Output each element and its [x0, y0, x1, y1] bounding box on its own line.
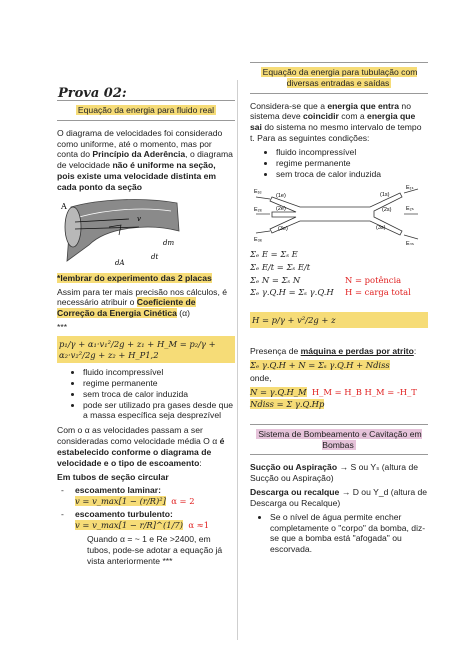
- list-item: • sem troca de calor induzida: [83, 389, 235, 400]
- fig-label-e1e: E₁ₑ: [254, 189, 262, 196]
- pump-notes-list: [250, 512, 428, 555]
- fig-label-v: v: [137, 214, 141, 223]
- total-head-sum-equation: Σₑ γ.Q.H = Σₛ γ.Q.H H = carga total: [250, 287, 411, 298]
- plates-note: *lembrar do experimento das 2 placas: [57, 272, 212, 283]
- total-head-equation: H = p/γ + v²/2g + z: [250, 312, 428, 329]
- fig-label-2e: (2e): [276, 206, 286, 213]
- real-fluid-energy-equation: p₁/γ + α₁·v₁²/2g + z₁ + H_M = p₂/γ + α₂·v₂²/2g + z₂ + H_P1,2: [57, 336, 235, 363]
- suction-paragraph: Sucção ou Aspiração → S ou Yₛ (altura de Sucção ou Aspiração): [250, 462, 419, 484]
- list-item: • regime permanente: [276, 158, 428, 169]
- turbulent-item: - escoamento turbulento:: [61, 508, 173, 519]
- fig-label-e2s: E₂ₛ: [406, 206, 414, 213]
- energy-balance-paragraph: Considera-se que a energia que entra no sistema deve coincidir com a energia que sai do sistema no mesmo intervalo de tempo t. Para as seguintes condições:: [250, 100, 422, 144]
- list-item: • sem troca de calor induzida: [276, 169, 428, 180]
- list-item: • fluido incompressível: [276, 147, 428, 158]
- fig-label-dt: dt: [151, 252, 159, 261]
- discharge-paragraph: Descarga ou recalque → D ou Y_d (altura de Descarga ou Recalque): [250, 487, 428, 508]
- list-item: • regime permanente: [83, 378, 235, 389]
- list-item: • fluido incompressível: [83, 367, 235, 378]
- machine-losses-paragraph: Presença de máquina e perdas por atrito:: [250, 346, 417, 357]
- fig-label-1e: (1e): [276, 193, 286, 200]
- left-column: [57, 100, 235, 570]
- power-sum-equation: Σₑ N = Σₛ N N = potência: [250, 274, 402, 285]
- turbulent-equation: v = v_max[1 − r/R]^(1/7) α ≈1: [75, 519, 210, 530]
- fig-label-e2e: E₂ₑ: [254, 207, 262, 214]
- fig-label-dm: dm: [163, 238, 175, 247]
- column-divider: [237, 80, 238, 640]
- fig-label-a: A: [61, 201, 67, 211]
- closing-paragraph: Quando α = ~ 1 e Re >2400, em tubos, pode-se adotar a equação já vista anteriormente ***: [87, 534, 223, 566]
- list-item: • Se o nível de água permite encher completamente o "corpo" da bomba, diz-se que a bomba está "afogada" ou escorvada.: [270, 512, 428, 555]
- alpha-paragraph: Com o α as velocidades passam a ser consideradas como velocidade média O α é estabelecido conforme o diagrama de velocidade e o tipo de escoamento:: [57, 425, 225, 468]
- flow-tube-figure: [59, 197, 189, 269]
- left-conditions-list: [57, 367, 235, 421]
- fig-label-da: dA: [115, 258, 125, 267]
- circular-tubes-title: Em tubos de seção circular: [57, 471, 169, 482]
- left-section-header: Equação da energia para fluido real: [57, 100, 235, 121]
- right-conditions-list: [250, 147, 428, 179]
- onde-label: onde,: [250, 372, 272, 383]
- dissipated-power-equation: Ndiss = Σ γ.Q.Hp: [250, 399, 325, 410]
- laminar-item: - escoamento laminar:: [61, 485, 161, 496]
- coefficient-paragraph: Assim para ter mais precisão nos cálculos, é necessário atribuir o Coeficiente de Correção da Energia Cinética (α): [57, 286, 228, 319]
- energy-sum-equation: Σₑ E = Σₛ E: [250, 249, 298, 260]
- pumping-section-header: Sistema de Bombeamento e Cavitação em Bombas: [250, 424, 428, 456]
- laminar-equation: v = v_max[1 − (r/R)²] α = 2: [75, 496, 195, 507]
- stars: ***: [57, 322, 68, 333]
- fig-label-e3e: E₃ₑ: [254, 237, 262, 244]
- right-section-header: Equação da energia para tubulação com diversas entradas e saídas: [250, 62, 428, 94]
- fig-label-1s: (1s): [380, 192, 390, 199]
- page-title: Prova 02:: [58, 86, 127, 101]
- energy-rate-equation: Σₑ E/t = Σₛ E/t: [250, 262, 311, 273]
- manifold-figure: [252, 183, 422, 245]
- fig-label-2s: (2s): [382, 207, 392, 214]
- fig-label-e3s: E₃ₛ: [406, 241, 414, 246]
- fig-label-3e: (3e): [278, 226, 288, 233]
- machine-power-equation: N = γ.Q.H_M H_M = H_B H_M = -H_T: [250, 386, 417, 397]
- velocity-paragraph: O diagrama de velocidades foi considerado como uniforme, até o momento, mas por conta do Princípio da Aderência, o diagrama de velocidade não é uniforme na seção, pois existe uma velocidade distinta em cada ponto da seção: [57, 127, 233, 192]
- list-item: • pode ser utilizado pra gases desde que a massa específica seja desprezível: [83, 400, 235, 422]
- machine-energy-equation: Σₑ γ.Q.H + N = Σₛ γ.Q.H + Ndiss: [250, 360, 390, 371]
- fig-label-3s: (3s): [376, 225, 386, 232]
- fig-label-e1s: E₁ₛ: [406, 185, 414, 192]
- right-column: [250, 62, 428, 559]
